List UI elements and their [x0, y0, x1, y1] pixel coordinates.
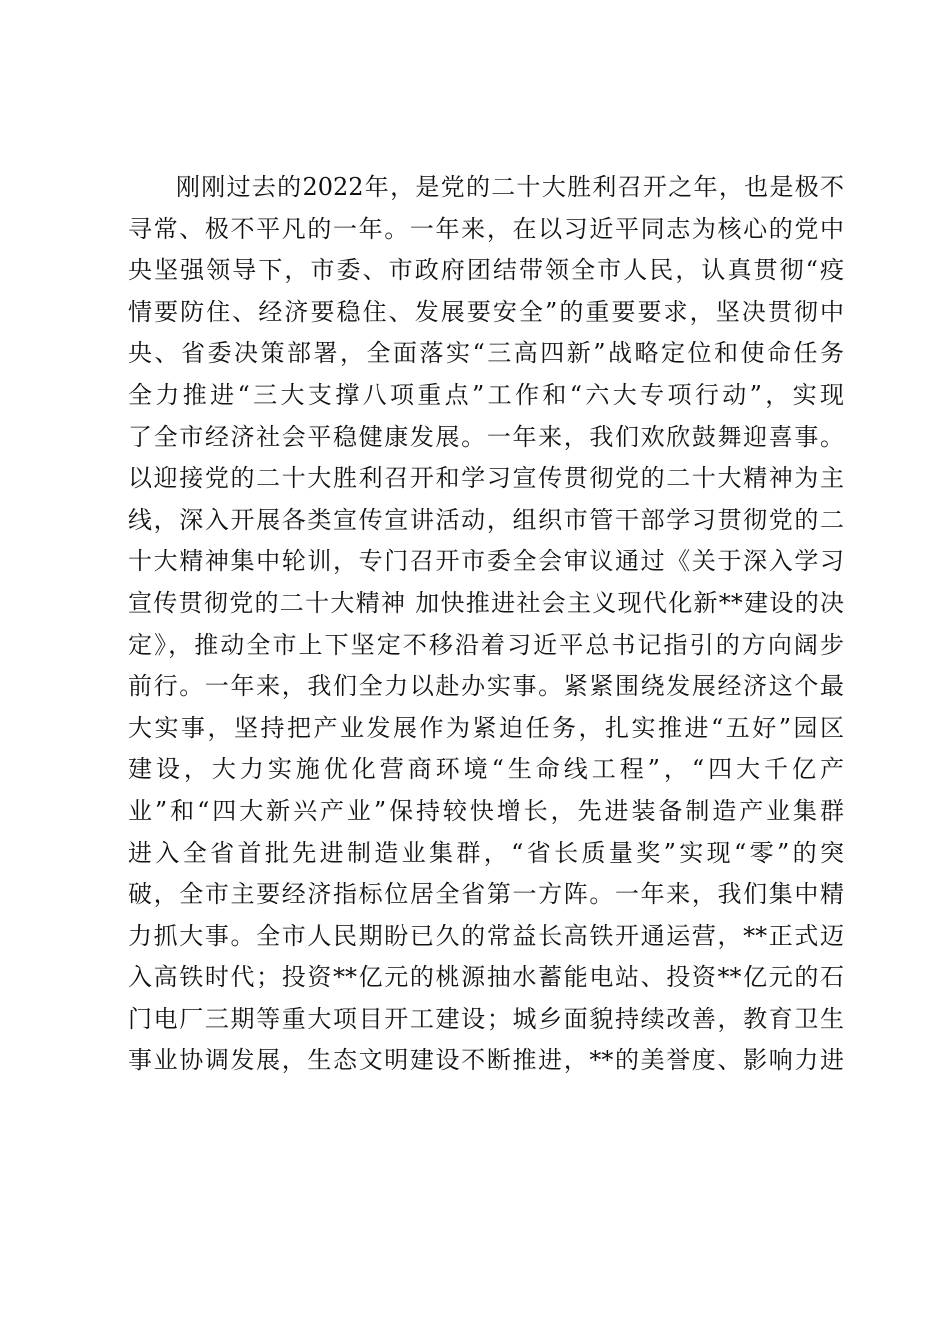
text-line: 十大精神集中轮训，专门召开市委全会审议通过《关于深入学习: [128, 547, 844, 576]
text-line: 入高铁时代；投资**亿元的桃源抽水蓄能电站、投资**亿元的石: [128, 963, 844, 992]
text-line: 央、省委决策部署，全面落实“三高四新”战略定位和使命任务: [128, 339, 844, 368]
text-line: 央坚强领导下，市委、市政府团结带领全市人民，认真贯彻“疫: [128, 256, 844, 285]
text-line: 线，深入开展各类宣传宣讲活动，组织市管干部学习贯彻党的二: [128, 505, 844, 534]
text-line: 宣传贯彻党的二十大精神 加快推进社会主义现代化新**建设的决: [128, 588, 844, 617]
text-line: 业”和“四大新兴产业”保持较快增长，先进装备制造产业集群: [128, 796, 844, 825]
text-line: 前行。一年来，我们全力以赴办实事。紧紧围绕发展经济这个最: [128, 672, 844, 701]
text-line: 力抓大事。全市人民期盼已久的常益长高铁开通运营，**正式迈: [128, 921, 844, 950]
text-line: 进入全省首批先进制造业集群，“省长质量奖”实现“零”的突: [128, 838, 844, 867]
text-line: 门电厂三期等重大项目开工建设；城乡面貌持续改善，教育卫生: [128, 1004, 844, 1033]
text-line: 刚刚过去的2022年，是党的二十大胜利召开之年，也是极不: [176, 173, 844, 201]
text-line: 建设，大力实施优化营商环境“生命线工程”，“四大千亿产: [128, 755, 844, 784]
text-line: 大实事，坚持把产业发展作为紧迫任务，扎实推进“五好”园区: [128, 713, 844, 742]
text-line: 以迎接党的二十大胜利召开和学习宣传贯彻党的二十大精神为主: [128, 464, 844, 493]
text-line: 全力推进“三大支撑八项重点”工作和“六大专项行动”，实现: [128, 380, 844, 409]
text-line: 破，全市主要经济指标位居全省第一方阵。一年来，我们集中精: [128, 880, 844, 909]
body-paragraph: [128, 167, 844, 1082]
text-line: 事业协调发展，生态文明建设不断推进，**的美誉度、影响力进: [128, 1046, 844, 1075]
text-line: 情要防住、经济要稳住、发展要安全”的重要要求，坚决贯彻中: [128, 297, 844, 326]
text-line: 了全市经济社会平稳健康发展。一年来，我们欢欣鼓舞迎喜事。: [128, 422, 844, 451]
text-line: 定》，推动全市上下坚定不移沿着习近平总书记指引的方向阔步: [128, 630, 844, 659]
text-line: 寻常、极不平凡的一年。一年来，在以习近平同志为核心的党中: [128, 214, 844, 243]
